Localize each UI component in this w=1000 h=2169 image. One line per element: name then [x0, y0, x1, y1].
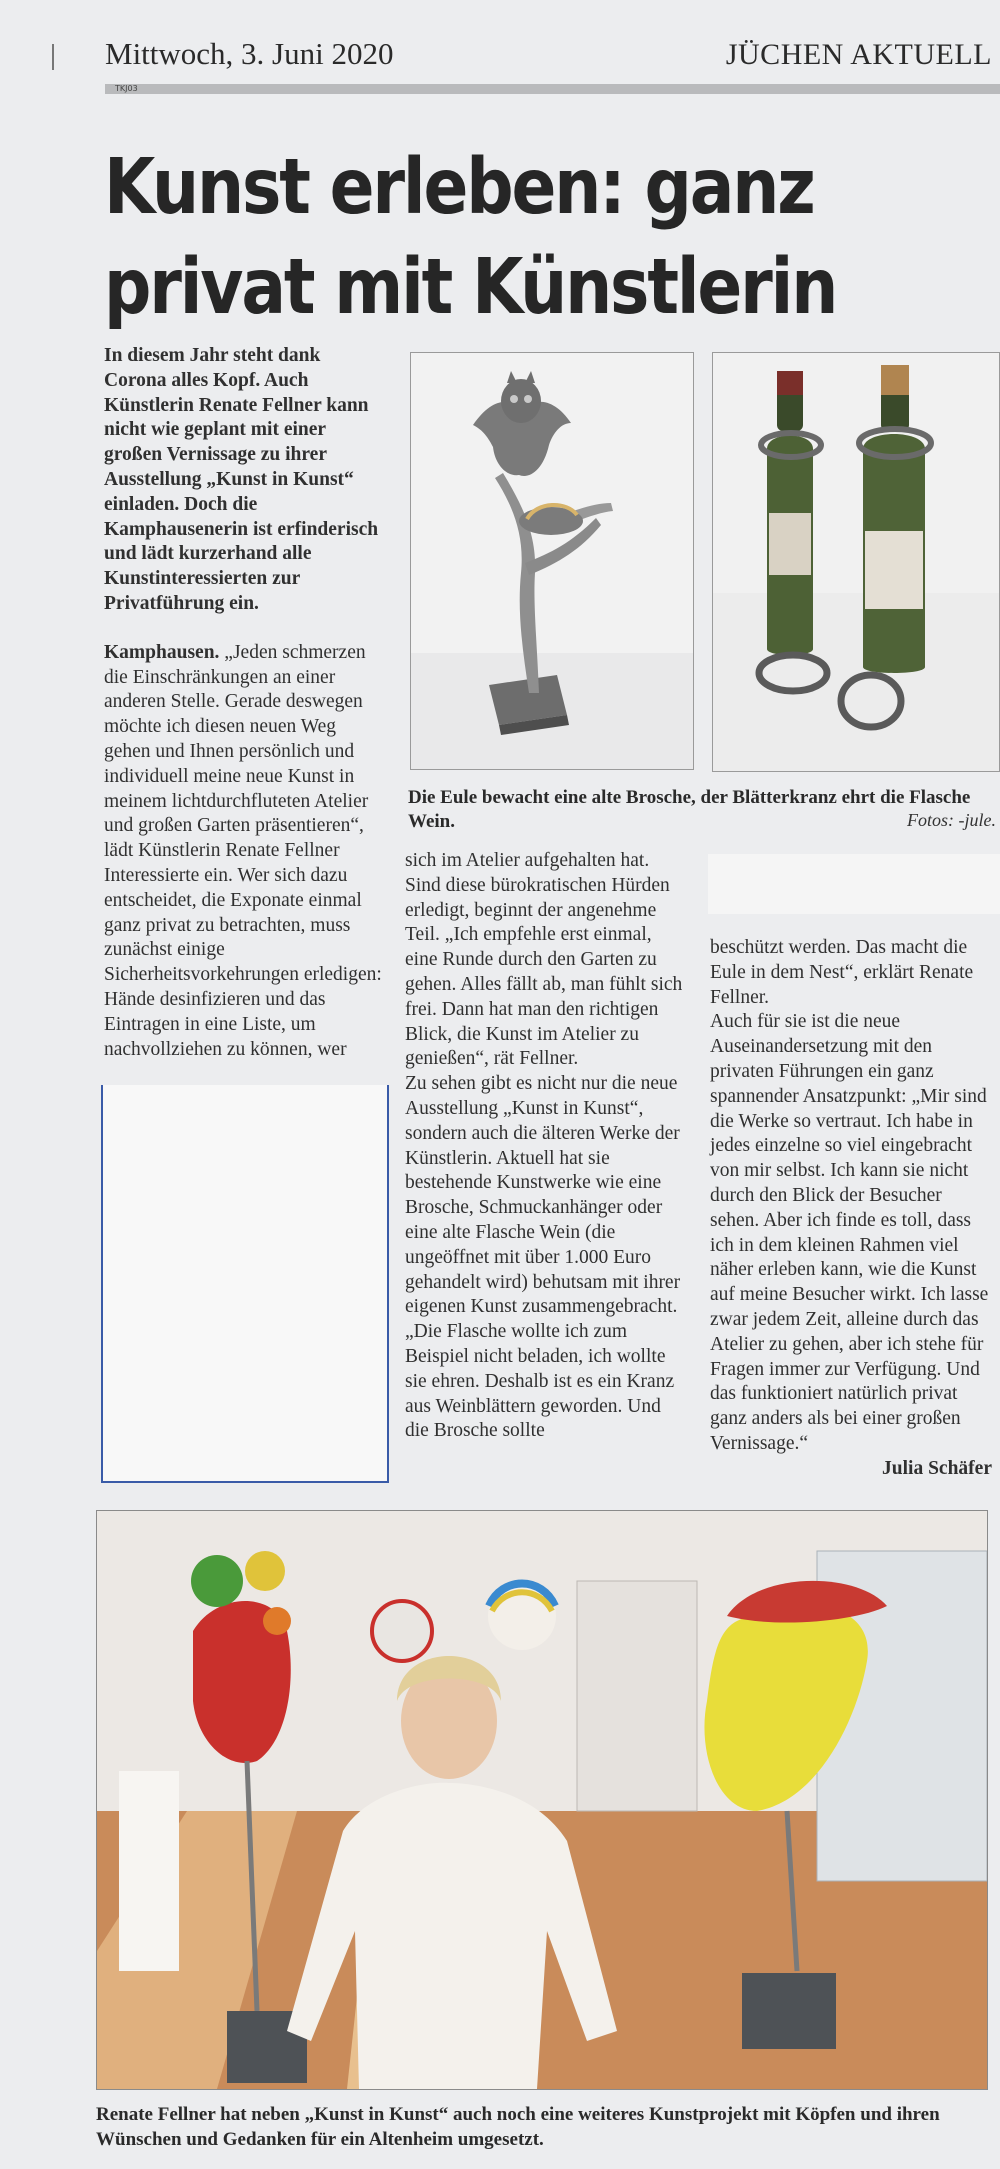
headline-line-2: privat mit Künstlerin [104, 243, 837, 332]
article-lead: In diesem Jahr steht dank Corona alles Kopf. Auch Künstlerin Renate Fellner kann nicht wie geplant mit einer großen Vernissage zu ihrer Ausstellung „Kunst in Kunst“ einladen. Doch die Kamphausenerin ist erfinderisch und lädt kurzerhand alle Kunstinteressierten zur Privatführung ein. [104, 345, 379, 614]
column-1-body [104, 641, 386, 1063]
blank-advertisement-box [101, 1085, 389, 1483]
article-column-3 [710, 936, 992, 1482]
dateline: Kamphausen. [104, 641, 220, 663]
photo-credit: Fotos: -jule. [907, 810, 996, 830]
page-fold-mark [52, 44, 54, 70]
column-1-text: „Jeden schmerzen die Einschränkungen an einer anderen Stelle. Gerade deswegen möchte ich diesen neuen Weg gehen und Ihnen persönlich und individuell meine neue Kunst in meinem lichtdurchfluteten Atelier und großen Garten präsentieren“, lädt Künstlerin Renate Fellner Interessierte ein. Wer sich dazu entscheidet, die Exponate einmal ganz privat zu betrachten, muss zunächst einige Sicherheitsvorkehrungen erledigen: Hände desinfizieren und das Eintragen in eine Liste, um nachvollziehen zu können, wer [104, 641, 382, 1060]
section-title: JÜCHEN AKTUELL [725, 38, 992, 71]
article-column-2 [405, 849, 687, 1444]
article-headline [104, 138, 861, 338]
article-column-1 [104, 344, 386, 1062]
column-3-paragraph-2: Auch für sie ist die neue Auseinandersetzung mit den privaten Führungen ein ganz spannender Ansatzpunkt: „Mir sind die Werke so vertraut. Ich habe in jedes einzelne so viel eingebracht von mir selbst. Ich kann sie nicht durch den Blick der Besucher sehen. Aber ich finde es toll, dass ich in dem kleinen Rahmen viel näher erleben kann, wie die Kunst auf meine Besucher wirkt. Ich lasse zwar jedem Zeit, alleine durch das Atelier zu gehen, aber ich stehe für Fragen immer zur Verfügung. Und das funktioniert natürlich privat ganz anders als bei einer großen Vernissage.“ [710, 1011, 989, 1454]
page-code: TKJ03 [115, 84, 138, 93]
headline-line-1: Kunst erleben: ganz [104, 143, 814, 232]
header-rule [105, 84, 1000, 94]
top-photos-caption: Die Eule bewacht eine alte Brosche, der Blätterkranz ehrt die Flasche Wein. [408, 787, 971, 832]
blank-space [708, 854, 1000, 914]
author-byline: Julia Schäfer [882, 1457, 992, 1479]
artist-studio-photo [96, 1510, 988, 2090]
column-2-paragraph-1: sich im Atelier aufgehalten hat. Sind diese bürokratischen Hürden erledigt, beginnt der angenehme Teil. „Ich empfehle erst einmal, eine Runde durch den Garten zu gehen. Alles fällt ab, man fühlt sich frei. Dann hat man den richtigen Blick, die Kunst im Atelier zu genießen“, rät Fellner. [405, 850, 683, 1070]
column-2-paragraph-2: Zu sehen gibt es nicht nur die neue Ausstellung „Kunst in Kunst“, sondern auch die älteren Werke der Künstlerin. Aktuell hat sie bestehende Kunstwerke wie eine Brosche, Schmuckanhänger oder eine alte Flasche Wein (die ungeöffnet mit über 1.000 Euro gehandelt wird) behutsam mit ihrer eigenen Kunst zusammengebracht. „Die Flasche wollte ich zum Beispiel nicht beladen, ich wollte sie ehren. Deshalb ist es ein Kranz aus Weinblättern geworden. Und die Brosche sollte [405, 1073, 681, 1442]
wine-bottles-photo [712, 352, 1000, 772]
bottom-photo-caption: Renate Fellner hat neben „Kunst in Kunst“ auch noch eine weiteres Kunstprojekt mit Köpfen und ihren Wünschen und Gedanken für ein Altenheim umgesetzt. [96, 2104, 940, 2150]
column-3-paragraph-1: beschützt werden. Das macht die Eule in dem Nest“, erklärt Renate Fellner. [710, 937, 974, 1008]
owl-sculpture-photo [410, 352, 694, 770]
issue-date: Mittwoch, 3. Juni 2020 [105, 36, 394, 71]
